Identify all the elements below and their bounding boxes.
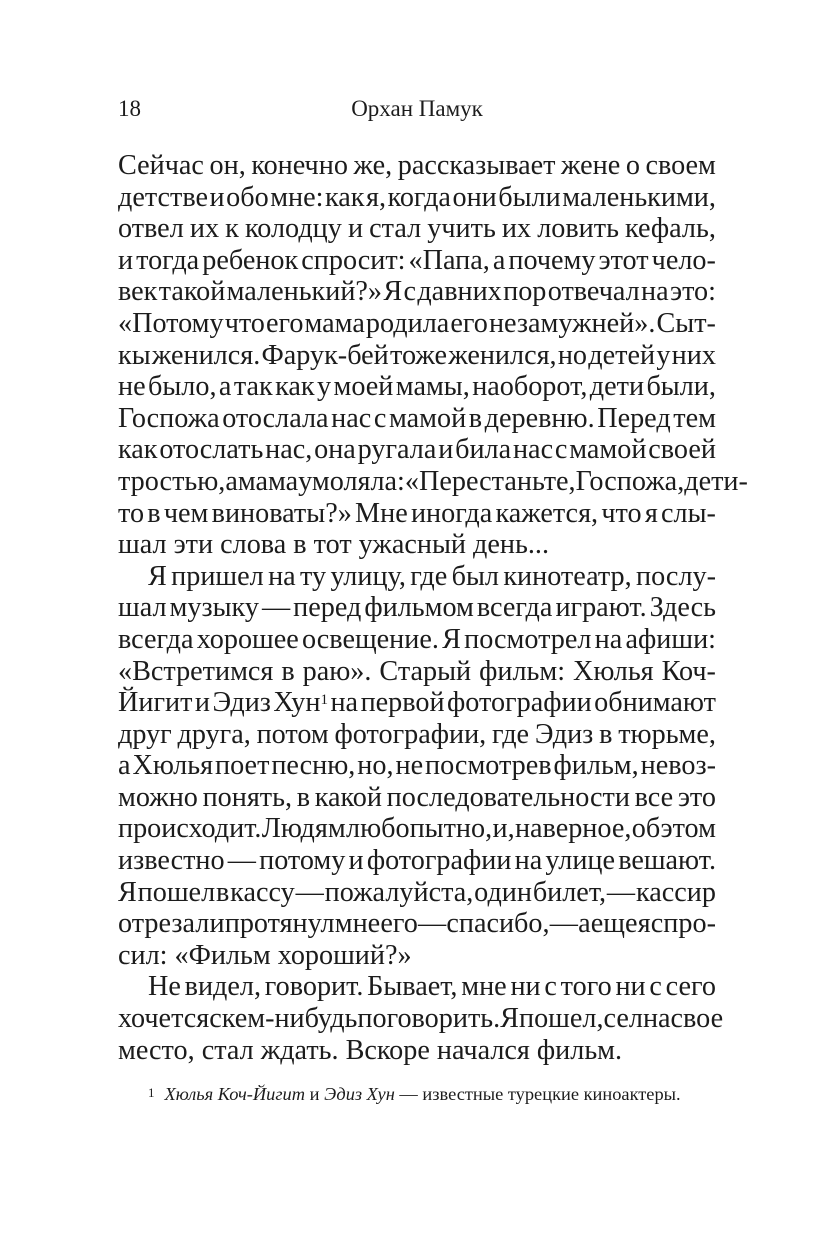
word: детей: [588, 339, 656, 371]
text-line: [118, 182, 716, 214]
word: что: [224, 307, 265, 339]
word: наоборот,: [472, 371, 588, 403]
word: —: [261, 592, 291, 624]
text-line: [118, 371, 716, 403]
word: как: [118, 434, 158, 466]
text-line: [118, 245, 716, 277]
word: —: [549, 908, 578, 940]
word: Хюлья: [573, 655, 654, 687]
word: «Перестаньте,: [404, 465, 576, 497]
word: того: [560, 971, 612, 1003]
word: ребенок: [202, 244, 299, 276]
word: с: [209, 1003, 222, 1035]
word: умоляла:: [298, 465, 405, 497]
word: то: [118, 497, 145, 529]
word: женился,: [448, 339, 557, 371]
word: Людям: [261, 813, 346, 845]
word: но: [557, 339, 588, 371]
word: понять,: [202, 781, 293, 813]
word: на: [594, 623, 623, 655]
word: пошел,: [518, 1003, 604, 1035]
word: рассказывает: [397, 150, 556, 181]
word: всегда: [118, 623, 194, 655]
word: с: [373, 402, 387, 434]
word: дети-: [684, 465, 748, 497]
word: вешают.: [618, 845, 716, 877]
word: в: [468, 402, 483, 434]
word: Я: [118, 876, 137, 908]
word: маленький?»: [226, 276, 383, 308]
word: его: [450, 307, 488, 339]
word: билет,: [532, 876, 607, 908]
word: мне:: [270, 181, 324, 213]
word: и: [348, 845, 364, 877]
word: мамы,: [395, 371, 470, 403]
word: он,: [209, 150, 246, 181]
word: с: [544, 971, 557, 1003]
word: тем: [673, 402, 716, 434]
word: пожалуйста,: [324, 876, 474, 908]
word: слы-: [661, 497, 716, 529]
word: у: [317, 371, 332, 403]
word: и: [209, 181, 225, 213]
text-line: [118, 813, 716, 845]
word: деревню.: [484, 402, 595, 434]
word: улице: [545, 845, 616, 877]
word: на: [642, 1003, 671, 1035]
word: —: [606, 876, 636, 908]
word: жене: [561, 150, 621, 181]
word: Эдиз: [534, 718, 594, 750]
word: какой: [314, 781, 382, 813]
word: любопытно,: [346, 813, 493, 845]
footnote-actor-2: Эдиз Хун: [324, 1084, 395, 1104]
word: отвечал: [547, 276, 640, 308]
word: а: [218, 371, 232, 403]
word: последовательности: [386, 781, 630, 813]
word: Госпожа: [118, 402, 220, 434]
word: ту: [300, 560, 327, 592]
page-number: 18: [118, 96, 141, 121]
text-line: [118, 782, 716, 814]
text-line: [118, 465, 748, 498]
text-line: [118, 498, 716, 530]
footnote-mark: 1: [148, 1085, 155, 1100]
word: мамой: [388, 402, 467, 434]
word: не: [118, 371, 146, 403]
word: Здесь: [649, 592, 716, 624]
word: век: [118, 276, 158, 308]
word: не: [395, 750, 424, 782]
footnote-actor-1: Хюлья Коч-Йигит: [164, 1084, 306, 1104]
word: Сейчас: [118, 150, 204, 181]
word: невоз-: [640, 750, 716, 782]
word: один: [474, 876, 532, 908]
word: давних: [417, 276, 502, 308]
word: них: [671, 339, 716, 371]
word: послу-: [636, 560, 716, 592]
word: Эдиз: [212, 687, 271, 719]
word: известно: [118, 845, 225, 877]
word: как: [275, 371, 315, 403]
word: на: [641, 276, 669, 308]
word: его: [380, 908, 418, 940]
word: тоже: [390, 339, 447, 371]
word: раю».: [302, 655, 372, 687]
word: как: [325, 181, 365, 213]
footnote-conjunction: и: [305, 1084, 325, 1104]
word: нас: [331, 402, 372, 434]
word: друг: [118, 718, 172, 750]
word: это: [677, 781, 716, 813]
word: этом: [660, 813, 716, 845]
word: их: [189, 213, 220, 245]
word: сего: [665, 971, 716, 1003]
text-line: [118, 1003, 724, 1035]
word: такой: [158, 276, 226, 308]
word: почему: [508, 244, 596, 276]
word: Коч-: [661, 655, 716, 687]
word: дети: [589, 371, 645, 403]
word: еще: [590, 908, 638, 940]
word: и: [209, 908, 225, 940]
word: где: [410, 560, 448, 592]
word: Я: [383, 276, 403, 308]
word: но,: [357, 750, 394, 782]
word: с: [649, 971, 662, 1003]
word: своем: [645, 150, 716, 181]
word: кажется,: [495, 497, 599, 529]
word: нас,: [265, 434, 313, 466]
word: посмотрев: [425, 750, 552, 782]
text-line: [118, 687, 716, 719]
word: Не: [148, 971, 181, 1003]
word: в: [296, 781, 311, 813]
word: посмотрел: [464, 623, 592, 655]
word: в: [216, 876, 230, 908]
word: хорошее: [196, 623, 299, 655]
word: «Потому: [118, 307, 224, 339]
text-line: [118, 971, 716, 1003]
text-line: сил: «Фильм хороший?»: [118, 939, 412, 971]
word: я,: [366, 181, 387, 213]
word: незамужней».: [488, 307, 656, 339]
word: был: [451, 560, 499, 592]
word: Я: [148, 560, 167, 592]
word: так: [233, 371, 273, 403]
word: друга,: [177, 718, 251, 750]
running-header: [118, 94, 716, 124]
word: Старый: [379, 655, 472, 687]
word: кассу: [230, 876, 295, 908]
word: это:: [669, 276, 716, 308]
word: —: [227, 845, 256, 877]
word: Перед: [597, 402, 671, 434]
text-line: [118, 561, 716, 593]
word: улицу,: [330, 560, 406, 592]
word: свое: [670, 1003, 724, 1035]
word: все: [634, 781, 674, 813]
word: я: [644, 497, 658, 529]
word: о: [625, 150, 640, 181]
word: шал: [118, 592, 167, 624]
word: родила: [365, 307, 450, 339]
word: иногда: [410, 497, 493, 529]
word: с: [554, 434, 568, 466]
word: поет: [215, 750, 270, 782]
word: спросит:: [301, 244, 406, 276]
word: пошел: [137, 876, 216, 908]
word: —: [417, 908, 447, 940]
text-line: [118, 750, 716, 782]
word: фильм,: [553, 750, 639, 782]
word: и: [347, 213, 364, 245]
word: виноваты?»: [211, 497, 352, 529]
word: тростью,: [118, 465, 226, 497]
word: фильм:: [479, 655, 566, 687]
word: чем: [163, 497, 209, 529]
word: поговорить.: [357, 1003, 501, 1035]
word: перед: [293, 592, 362, 624]
word: говорит.: [264, 971, 364, 1003]
word: видел,: [184, 971, 262, 1003]
word: женился.: [151, 339, 261, 371]
word: у: [656, 339, 671, 371]
word: всегда: [476, 592, 553, 624]
word: а: [492, 244, 506, 276]
word: я: [637, 908, 651, 940]
word: и: [438, 434, 454, 466]
word: были,: [646, 371, 716, 403]
word: протянул: [224, 908, 335, 940]
word: конечно: [251, 150, 348, 181]
word: тюрьме,: [618, 718, 716, 750]
word: кассир: [635, 876, 716, 908]
text-line: [118, 845, 716, 877]
word: было,: [148, 371, 217, 403]
text-line: [118, 276, 716, 308]
text-line: [118, 308, 716, 340]
word: и,: [492, 813, 515, 845]
word: Я: [500, 1003, 519, 1035]
word: сел: [603, 1003, 643, 1035]
word: кефаль,: [625, 213, 716, 245]
word: этот: [598, 244, 649, 276]
word: ни: [510, 971, 541, 1003]
word: маленькими,: [562, 181, 716, 213]
word: тогда: [136, 244, 200, 276]
word: Бывает,: [367, 971, 458, 1003]
word: мне: [334, 908, 381, 940]
word: била: [455, 434, 512, 466]
word: ни: [615, 971, 646, 1003]
word: ловить: [537, 213, 619, 245]
word: фотографии,: [334, 718, 487, 750]
word: отрезал: [118, 908, 210, 940]
word: в: [281, 655, 295, 687]
word: а: [578, 908, 591, 940]
word: в: [599, 718, 613, 750]
word: на: [268, 560, 296, 592]
word: где: [492, 718, 530, 750]
word: хочется: [118, 1003, 210, 1035]
word: Я: [442, 623, 461, 655]
word: Хюлья: [132, 750, 214, 782]
word: с: [403, 276, 417, 308]
word: она: [314, 434, 356, 466]
word: можно: [118, 781, 198, 813]
text-line: [118, 340, 716, 372]
word: потом: [256, 718, 329, 750]
word: когда: [387, 181, 451, 213]
word: Госпожа,: [575, 465, 685, 497]
word: об: [631, 813, 661, 845]
word: мама: [237, 465, 299, 497]
word: Сыт-: [656, 307, 716, 339]
word: Йигит: [118, 687, 193, 719]
word: освещение.: [302, 623, 439, 655]
word: обнимают: [594, 687, 716, 719]
text-line: [118, 150, 716, 182]
word: их: [501, 213, 532, 245]
word: отослала: [222, 402, 329, 434]
word: своей: [648, 434, 716, 466]
word: они: [452, 181, 497, 213]
text-line: [118, 624, 716, 656]
word: музыку: [169, 592, 259, 624]
word: ругала: [357, 434, 437, 466]
word: происходит.: [118, 813, 262, 845]
word: потому: [259, 845, 346, 877]
word: на: [514, 845, 543, 877]
word: «Встретимся: [118, 655, 274, 687]
word: стал: [369, 213, 422, 245]
word: кинотеатр,: [503, 560, 632, 592]
word: кы: [118, 339, 151, 371]
footnote-text: — известные турецкие киноактеры.: [394, 1084, 681, 1104]
word: мне: [461, 971, 507, 1003]
text-line: [118, 908, 716, 940]
word: и: [194, 687, 210, 719]
text-line: [118, 213, 716, 245]
word: на: [330, 687, 359, 719]
word: кем-нибудь: [221, 1003, 358, 1035]
text-line: [118, 403, 716, 435]
text-line: [118, 877, 716, 909]
word: к: [225, 213, 239, 245]
word: Фарук-бей: [261, 339, 389, 371]
word: Мне: [355, 497, 408, 529]
word: а: [118, 750, 131, 782]
word: же,: [353, 150, 393, 181]
text-line: [118, 434, 716, 466]
word: мама: [304, 307, 365, 339]
word: моей: [333, 371, 394, 403]
word: афиши:: [625, 623, 716, 655]
word: а: [225, 465, 238, 497]
word: наверное,: [514, 813, 632, 845]
word: мамой: [569, 434, 647, 466]
word: песню,: [271, 750, 356, 782]
footnote-reference[interactable]: 1: [320, 692, 328, 709]
text-line: [118, 656, 716, 688]
word: фотографии: [447, 687, 592, 719]
word: колодцу: [244, 213, 342, 245]
word: в: [147, 497, 161, 529]
word: Хун$^1$: [273, 687, 328, 719]
word: первой: [360, 687, 445, 719]
word: его: [265, 307, 304, 339]
word: и: [118, 244, 134, 276]
text-line: [118, 719, 716, 751]
word: отвел: [118, 213, 184, 245]
word: фотографии: [366, 845, 512, 877]
word: учить: [427, 213, 496, 245]
word: спро-: [650, 908, 716, 940]
text-line: шал эти слова в тот ужасный день...: [118, 529, 549, 561]
body-text: [118, 150, 748, 1066]
text-line: место, стал ждать. Вскоре начался фильм.: [118, 1034, 623, 1066]
text-line: [118, 592, 716, 624]
word: спасибо,: [446, 908, 550, 940]
word: чело-: [651, 244, 716, 276]
word: что: [601, 497, 642, 529]
word: нас: [512, 434, 554, 466]
word: —: [295, 876, 324, 908]
word: детстве: [118, 181, 208, 213]
word: обо: [226, 181, 269, 213]
word: фильмом: [364, 592, 474, 624]
word: были: [498, 181, 561, 213]
word: играют.: [555, 592, 647, 624]
word: отослать: [159, 434, 264, 466]
word: «Папа,: [408, 244, 490, 276]
footnote: [118, 1082, 716, 1106]
running-title: Орхан Памук: [351, 96, 483, 121]
word: пор: [503, 276, 547, 308]
word: пришел: [171, 560, 264, 592]
